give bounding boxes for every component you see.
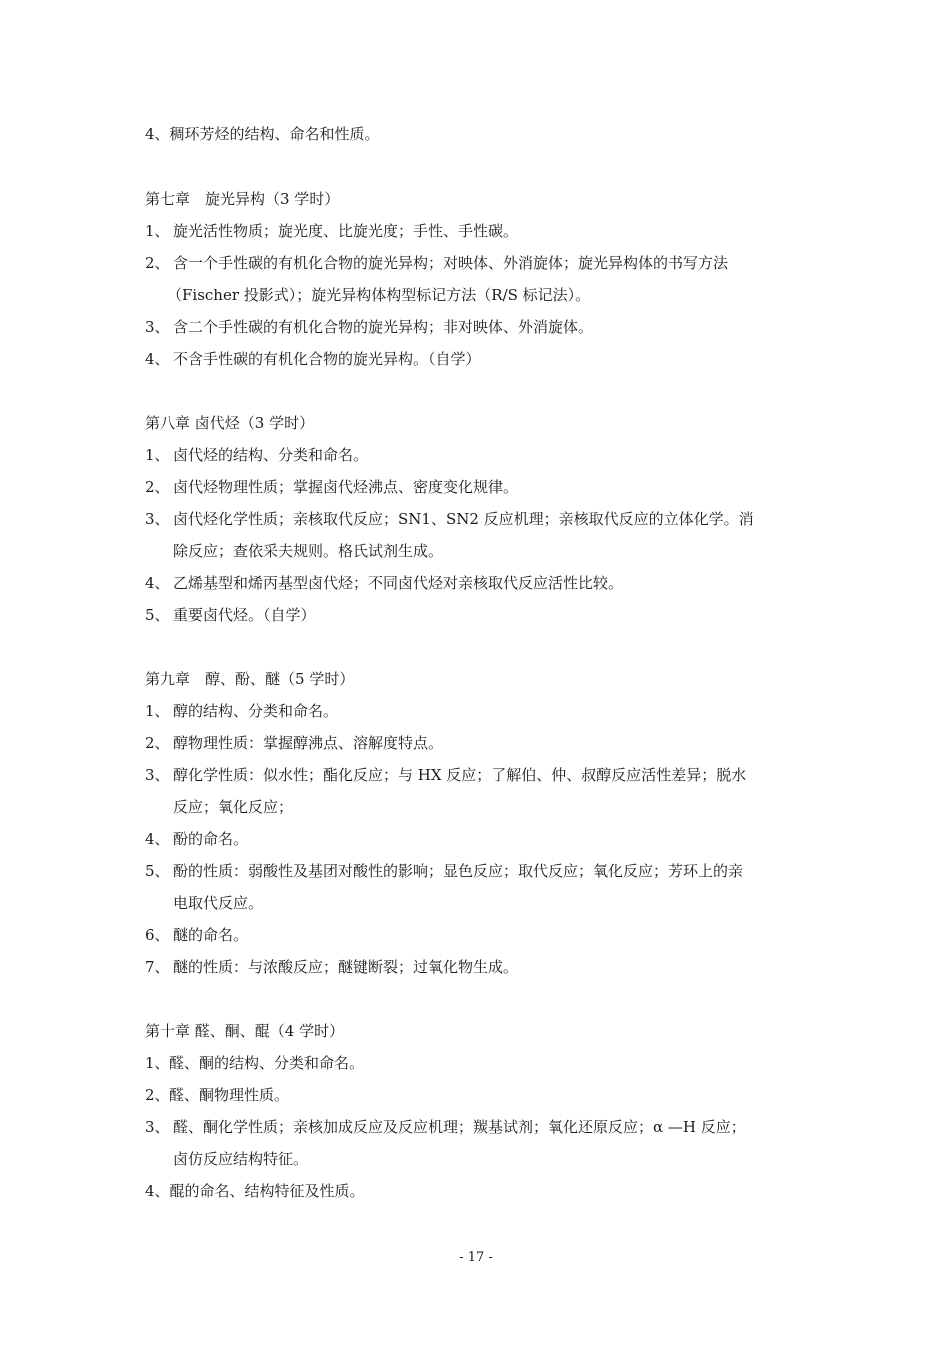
item-number: 3、 [145, 510, 170, 528]
item-text: 醇物理性质：掌握醇沸点、溶解度特点。 [173, 734, 444, 752]
item-text: 重要卤代烃。（自学） [173, 606, 316, 624]
item-number: 1、 [145, 222, 170, 240]
item-number: 5、 [145, 606, 170, 624]
item-number: 3、 [145, 766, 170, 784]
item-text: 醇的结构、分类和命名。 [173, 702, 339, 720]
item-number: 4、 [145, 350, 170, 368]
item-text: 卤代烃化学性质；亲核取代反应；SN1、SN2 反应机理；亲核取代反应的立体化学。消 [173, 510, 754, 528]
item-number: 3、 [145, 318, 170, 336]
item-text: 醚的命名。 [173, 926, 249, 944]
intro-line: 4、稠环芳烃的结构、命名和性质。 [145, 125, 380, 143]
item-number: 1、 [145, 1054, 170, 1072]
item-text: 不含手性碳的有机化合物的旋光异构。（自学） [173, 350, 481, 368]
item-number: 2、 [145, 734, 170, 752]
item-number: 4、 [145, 830, 170, 848]
page-number: - 17 - [459, 1250, 493, 1265]
item-text: 反应；氧化反应； [173, 798, 294, 816]
item-text: 酚的命名。 [173, 830, 249, 848]
item-number: 2、 [145, 1086, 170, 1104]
item-text: 卤代烃的结构、分类和命名。 [173, 446, 369, 464]
item-text: 含一个手性碳的有机化合物的旋光异构；对映体、外消旋体；旋光异构体的书写方法 [173, 254, 729, 272]
item-text: 含二个手性碳的有机化合物的旋光异构；非对映体、外消旋体。 [173, 318, 594, 336]
item-number: 5、 [145, 862, 170, 880]
chapter-7-title: 第七章 旋光异构（3 学时） [145, 190, 340, 208]
item-text: （Fischer 投影式）；旋光异构体构型标记方法（R/S 标记法）。 [167, 286, 591, 304]
item-number: 3、 [145, 1118, 170, 1136]
item-text: 乙烯基型和烯丙基型卤代烃；不同卤代烃对亲核取代反应活性比较。 [173, 574, 624, 592]
item-number: 4、 [145, 574, 170, 592]
item-text: 卤仿反应结构特征。 [173, 1150, 309, 1168]
item-number: 2、 [145, 478, 170, 496]
item-text: 旋光活性物质；旋光度、比旋光度；手性、手性碳。 [173, 222, 519, 240]
item-number: 7、 [145, 958, 170, 976]
item-number: 1、 [145, 446, 170, 464]
chapter-9-title: 第九章 醇、酚、醚（5 学时） [145, 670, 355, 688]
chapter-10-title: 第十章 醛、酮、醌（4 学时） [145, 1022, 345, 1040]
item-text: 酚的性质：弱酸性及基团对酸性的影响；显色反应；取代反应；氧化反应；芳环上的亲 [173, 862, 744, 880]
chapter-8-title: 第八章 卤代烃（3 学时） [145, 414, 315, 432]
item-number: 6、 [145, 926, 170, 944]
item-text: 除反应；查依采夫规则。格氏试剂生成。 [173, 542, 444, 560]
item-text: 醛、酮的结构、分类和命名。 [169, 1054, 365, 1072]
item-text: 醛、酮化学性质；亲核加成反应及反应机理；羰基试剂；氧化还原反应；α —H 反应； [173, 1118, 746, 1136]
item-text: 醇化学性质：似水性；酯化反应；与 HX 反应；了解伯、仲、叔醇反应活性差异；脱水 [173, 766, 747, 784]
item-number: 1、 [145, 702, 170, 720]
item-text: 卤代烃物理性质；掌握卤代烃沸点、密度变化规律。 [173, 478, 519, 496]
item-text: 醛、酮物理性质。 [169, 1086, 290, 1104]
item-text: 醚的性质：与浓酸反应；醚键断裂；过氧化物生成。 [173, 958, 519, 976]
item-number: 2、 [145, 254, 170, 272]
item-text: 电取代反应。 [173, 894, 264, 912]
outro-line: 4、醌的命名、结构特征及性质。 [145, 1182, 365, 1200]
